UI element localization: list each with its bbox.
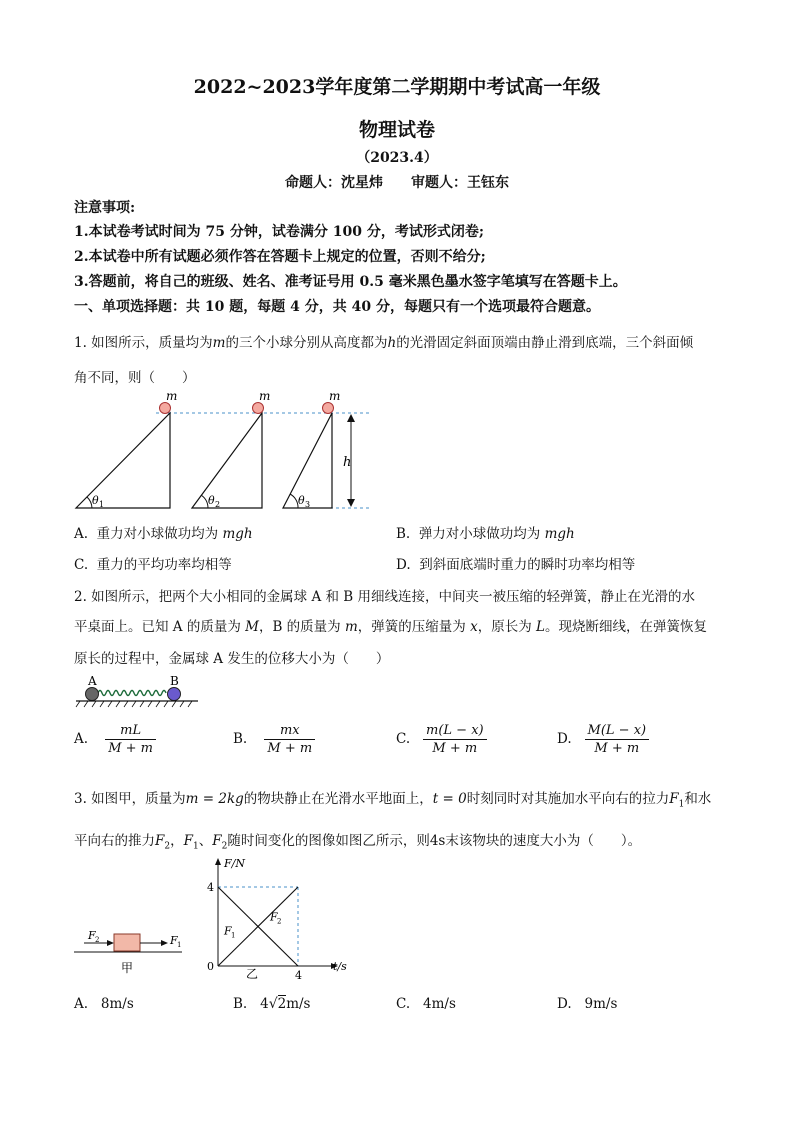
q1-option-d[interactable]: D. 到斜面底端时重力的瞬时功率均相等 [396, 557, 636, 573]
series-label-f1-sub: 1 [231, 931, 236, 940]
q1-inclines-figure [70, 388, 380, 516]
q1-stem-line1: 1. 如图所示，质量均为m的三个小球分别从高度都为h的光滑固定斜面顶端由静止滑到底端，三个斜面倾 [74, 335, 694, 351]
series-label-f1: F [224, 924, 232, 938]
q3-option-a[interactable]: A. 8m/s [74, 996, 134, 1012]
q3-force-time-chart [196, 852, 356, 982]
q2-stem-line1: 2. 如图所示，把两个大小相同的金属球 A 和 B 用细线连接，中间夹一被压缩的轻弹簧，静止在光滑的水 [74, 589, 696, 605]
section-heading: 一、单项选择题：共 10 题，每题 4 分，共 40 分，每题只有一个选项最符合题意。 [74, 299, 600, 315]
note-item-3: 3.答题前，将自己的班级、姓名、准考证号用 0.5 毫米黑色墨水签字笔填写在答题卡上。 [74, 274, 627, 290]
incline-2 [192, 413, 262, 508]
authors-line: 命题人：沈星炜 审题人：王钰东 [285, 175, 509, 191]
x-tick-0: 0 [207, 960, 214, 973]
theta-1: θ [92, 494, 99, 507]
mass-label-1: m [166, 389, 178, 403]
ball-3 [323, 403, 334, 414]
q2-option-b[interactable]: B. $\frac{mx}{M + m}$ [233, 722, 315, 757]
angle-arc-3 [290, 494, 298, 508]
y-tick-4: 4 [207, 881, 214, 894]
theta-2: θ [208, 494, 215, 507]
q2-stem-line3: 原长的过程中，金属球 A 发生的位移大小为（ ） [74, 651, 390, 667]
x-tick-4: 4 [295, 969, 302, 982]
y-axis-label: F/N [224, 857, 245, 870]
q1-stem-line2: 角不同，则（ ） [74, 370, 196, 386]
ball-a-label: A [88, 674, 97, 688]
series-label-f2: F [270, 910, 278, 924]
mass-label-2: m [259, 389, 271, 403]
q3-stem-line1: 3. 如图甲，质量为m = 2kg的物块静止在光滑水平地面上，t = 0时刻同时对其施加水平向右的拉力$F_1$和水 [74, 791, 712, 810]
q2-option-d[interactable]: D. $\frac{M(L - x)}{M + m}$ [557, 722, 649, 757]
theta-2-sub: 2 [215, 500, 221, 509]
notes-heading: 注意事项: [74, 200, 136, 216]
q3-option-c[interactable]: C. 4m/s [396, 996, 456, 1012]
ball-1 [160, 403, 171, 414]
q3-option-b[interactable]: B. 4√2m/s [233, 996, 311, 1012]
table-hatch [76, 701, 192, 707]
q2-spring-figure [72, 672, 202, 712]
theta-3: θ [298, 494, 305, 507]
q3-block-figure [72, 922, 184, 980]
ball-b-label: B [170, 674, 179, 688]
figure-jia-label: 甲 [121, 961, 134, 975]
f2-sub: 2 [95, 936, 100, 944]
f1-label: F [170, 934, 178, 947]
q3-option-d[interactable]: D. 9m/s [557, 996, 618, 1012]
incline-1 [76, 413, 170, 508]
exam-title: 2022~2023学年度第二学期期中考试高一年级 [193, 76, 601, 98]
q3-stem-line2: 平向右的推力$F_2$，$F_1$、$F_2$随时间变化的图像如图乙所示，则4s末该物块的速度大小为（ ）。 [74, 833, 642, 852]
q1-option-b[interactable]: B. 弹力对小球做功均为 mgh [396, 526, 575, 542]
theta-3-sub: 3 [305, 500, 311, 509]
f1-sub: 1 [177, 941, 182, 949]
block [114, 934, 140, 951]
mass-label-3: m [329, 389, 341, 403]
ball-2 [253, 403, 264, 414]
x-axis-label: t/s [333, 960, 347, 973]
q1-option-c[interactable]: C. 重力的平均功率均相等 [74, 557, 232, 573]
note-item-2: 2.本试卷中所有试题必须作答在答题卡上规定的位置，否则不给分; [74, 249, 486, 265]
spring [98, 691, 166, 696]
figure-yi-label: 乙 [246, 967, 259, 981]
series-label-f2-sub: 2 [277, 917, 282, 926]
q2-stem-line2: 平桌面上。已知 A 的质量为 M，B 的质量为 m，弹簧的压缩量为 x，原长为 L。现烧断细线，在弹簧恢复 [74, 619, 707, 635]
q1-option-a[interactable]: A. 重力对小球做功均为 mgh [74, 526, 253, 542]
f2-label: F [88, 929, 96, 942]
ball-b [168, 688, 181, 701]
note-item-1: 1.本试卷考试时间为 75 分钟，试卷满分 100 分，考试形式闭卷; [74, 224, 484, 240]
exam-date: （2023.4） [356, 150, 438, 166]
subject-title: 物理试卷 [358, 119, 435, 141]
theta-1-sub: 1 [99, 500, 105, 509]
q2-option-a[interactable]: A. $\frac{mL}{M + m}$ [74, 722, 156, 757]
height-label: h [343, 455, 352, 470]
angle-arc-2 [201, 495, 208, 508]
ball-a [86, 688, 99, 701]
q2-option-c[interactable]: C. $\frac{m(L - x)}{M + m}$ [396, 722, 487, 757]
